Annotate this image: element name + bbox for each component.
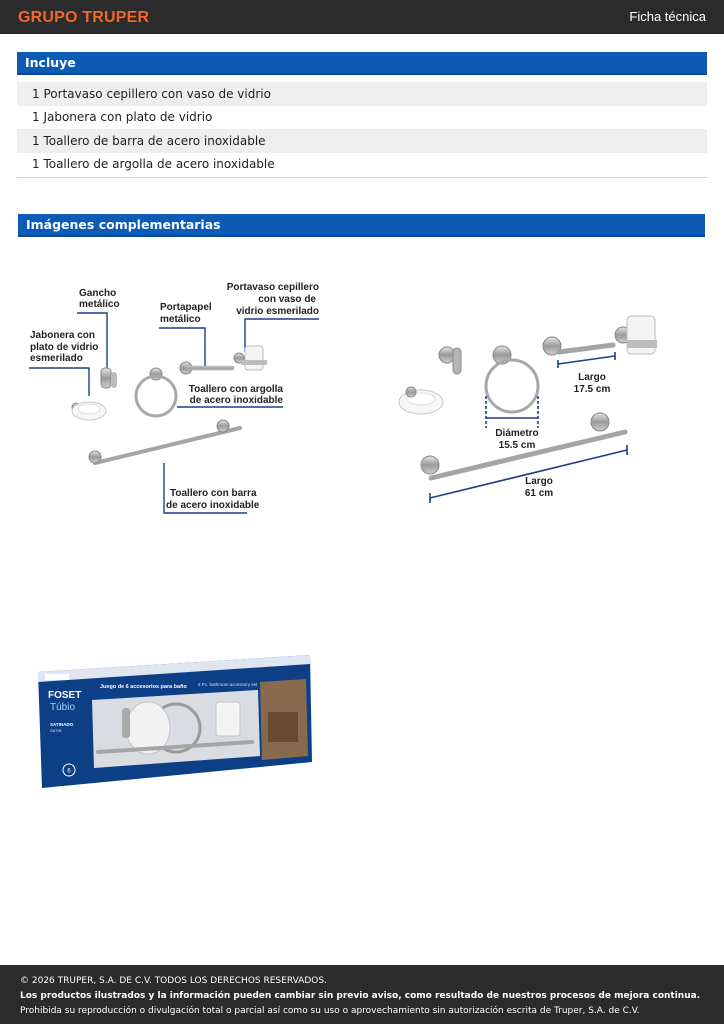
- box-subtitle: 6 Pc. bathroom accessory set: [198, 682, 258, 687]
- footer: [0, 965, 724, 1024]
- includes-list: [17, 82, 707, 176]
- accessories-callout-figure: [25, 280, 325, 520]
- box-brand: FOSET: [48, 690, 82, 701]
- footer-copyright: © 2026 TRUPER, S.A. DE C.V. TODOS LOS DERECHOS RESERVADOS.: [20, 976, 327, 986]
- towel-ring-image: [136, 368, 176, 416]
- list-item: 1 Toallero de barra de acero inoxidable: [17, 129, 707, 153]
- tumbler-holder-image: [615, 316, 657, 354]
- hook-image: [101, 368, 117, 388]
- callout-portavaso-2: con vaso de: [258, 294, 316, 305]
- list-divider: [17, 177, 707, 178]
- dim-largo-small-1: Largo: [578, 372, 606, 383]
- list-item: 1 Toallero de argolla de acero inoxidable: [32, 157, 275, 172]
- product-box-image: [36, 652, 312, 790]
- footer-notice: Los productos ilustrados y la información pueden cambiar sin previo aviso, como resultado de nuestros procesos de mejora continua.: [20, 991, 701, 1001]
- accessories-dimensions-figure: [395, 300, 665, 510]
- soap-dish-image: [72, 402, 106, 420]
- callout-gancho-1: Gancho: [79, 288, 117, 299]
- callout-jabonera-3: esmerilado: [30, 353, 83, 364]
- callout-argolla-2: de acero inoxidable: [189, 395, 283, 406]
- callout-jabonera-1: Jabonera con: [30, 330, 96, 341]
- dim-largo-big-2: 61 cm: [524, 488, 554, 499]
- section-header-incluye: Incluye: [17, 52, 707, 75]
- callout-jabonera-2: plato de vidrio: [30, 342, 99, 353]
- dim-largo-big-1: Largo: [525, 476, 553, 487]
- box-model: TBU-SET6: [282, 673, 299, 677]
- dim-largo-small-2: 17.5 cm: [573, 384, 611, 395]
- box-count: 6: [67, 768, 71, 775]
- box-title: Juego de 6 accesorios para baño: [100, 684, 187, 690]
- paper-holder-image: [180, 362, 234, 374]
- callout-gancho-2: metálico: [79, 299, 120, 310]
- soap-dish-image: [399, 387, 443, 414]
- towel-ring-image: [486, 346, 538, 412]
- list-item: 1 Jabonera con plato de vidrio: [32, 110, 213, 125]
- callout-portavaso-3: vidrio esmerilado: [236, 306, 319, 317]
- dim-diametro-1: Diámetro: [495, 428, 539, 439]
- list-item: 1 Portavaso cepillero con vaso de vidrio: [17, 82, 707, 106]
- towel-bar-image: [89, 420, 240, 463]
- box-finish: SATINADO: [50, 722, 74, 727]
- section-header-imagenes: Imágenes complementarias: [18, 214, 705, 237]
- paper-holder-image: [543, 337, 613, 355]
- callout-portavaso-1: Portavaso cepillero: [226, 282, 319, 293]
- hook-image: [439, 347, 461, 374]
- box-finish-en: SATIN: [50, 728, 62, 733]
- dim-diametro-2: 15.5 cm: [498, 440, 536, 451]
- tumbler-holder-image: [234, 346, 267, 370]
- box-line: Túbio: [50, 702, 76, 713]
- brand-logo: GRUPO TRUPER: [18, 9, 150, 26]
- top-bar: [0, 0, 724, 34]
- callout-portapapel-2: metálico: [160, 314, 201, 325]
- footer-legal: Prohibida su reproducción o divulgación total o parcial así como su uso o aprovechamiento sin autorización escrita de Truper, S.A. de C.V.: [20, 1006, 640, 1016]
- document-type: Ficha técnica: [629, 9, 706, 24]
- callout-barra-2: de acero inoxidable: [166, 500, 260, 511]
- box-code: 47874: [284, 666, 298, 672]
- barcode-image: [45, 674, 69, 680]
- callout-portapapel-1: Portapapel: [160, 302, 212, 313]
- callout-barra-1: Toallero con barra: [170, 488, 257, 499]
- callout-argolla-1: Toallero con argolla: [188, 384, 283, 395]
